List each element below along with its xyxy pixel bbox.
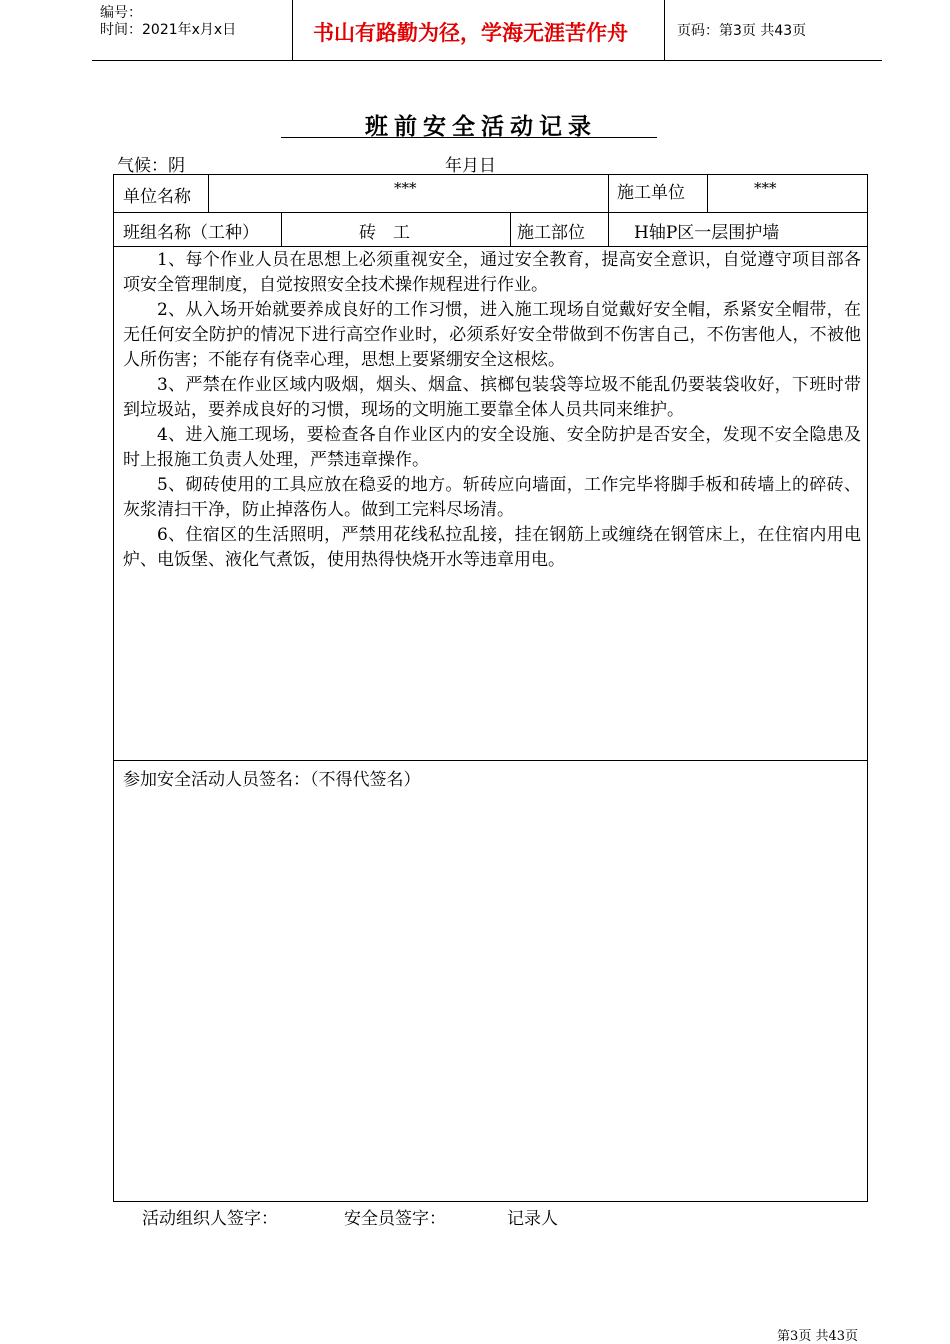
team-value: 砖 工 [359,223,410,243]
location-value: H轴P区一层围护墙 [634,223,780,243]
header-meta [92,0,293,61]
construction-unit-value: *** [754,179,777,197]
number-label: 编号： [100,5,142,21]
safety-officer-signature: 安全员签字： [344,1209,446,1229]
divider [114,246,867,247]
unit-label: 单位名称 [123,187,191,207]
rule-paragraph: 6、住宿区的生活照明，严禁用花线私拉乱接，挂在钢筋上或缠绕在钢管床上，在住宿内用电炉、电饭堡、液化气煮饭，使用热得快烧开水等违章用电。 [123,525,861,570]
safety-rules [123,248,861,573]
divider [281,212,282,246]
time-label: 时间：2021年x月x日 [100,22,237,38]
team-label: 班组名称（工种） [123,223,259,243]
motto: 书山有路勤为径，学海无涯苦作舟 [313,20,628,45]
rule-paragraph: 1、每个作业人员在思想上必须重视安全，通过安全教育，提高安全意识，自觉遵守项目部各项安全管理制度，自觉按照安全技术操作规程进行作业。 [123,250,861,295]
divider [608,175,609,212]
divider [510,212,511,246]
rule-paragraph: 4、进入施工现场，要检查各自作业区内的安全设施、安全防护是否安全，发现不安全隐患及时上报施工负责人处理，严禁违章操作。 [123,425,861,470]
divider [114,760,867,761]
page-header [92,0,882,61]
divider [707,175,708,212]
date-field: 年月日 [445,156,496,176]
header-motto-cell [293,0,665,61]
signature-label: 参加安全活动人员签名：（不得代签名） [123,770,421,790]
divider [208,175,209,212]
rule-paragraph: 3、严禁在作业区域内吸烟，烟头、烟盒、摈榔包装袋等垃圾不能乱仍要装袋收好，下班时带到垃圾站，要养成良好的习惯，现场的文明施工要靠全体人员共同来维护。 [123,375,861,420]
weather: 气候：阴 [117,156,185,176]
divider [608,212,609,246]
document-title: 班前安全活动记录 [281,108,657,138]
organizer-signature: 活动组织人签字： [142,1209,278,1229]
construction-unit-label: 施工单位 [617,183,685,203]
record-table [113,174,868,1202]
recorder-signature: 记录人 [507,1209,558,1229]
divider [114,212,867,213]
unit-value: *** [394,179,417,197]
page-number: 第3页 共43页 [777,1329,858,1344]
rule-paragraph: 5、砌砖使用的工具应放在稳妥的地方。斩砖应向墙面，工作完毕将脚手板和砖墙上的碎砖、灰浆清扫干净，防止掉落伤人。做到工完料尽场清。 [123,475,861,520]
location-label: 施工部位 [517,223,585,243]
header-page-info: 页码：第3页 共43页 [677,23,807,39]
rule-paragraph: 2、从入场开始就要养成良好的工作习惯，进入施工现场自觉戴好安全帽，系紧安全帽带，在无任何安全防护的情况下进行高空作业时，必须系好安全带做到不伤害自己，不伤害他人，不被他人所伤害；不能存有侥幸心理，思想上要紧绷安全这根炫。 [123,300,861,370]
